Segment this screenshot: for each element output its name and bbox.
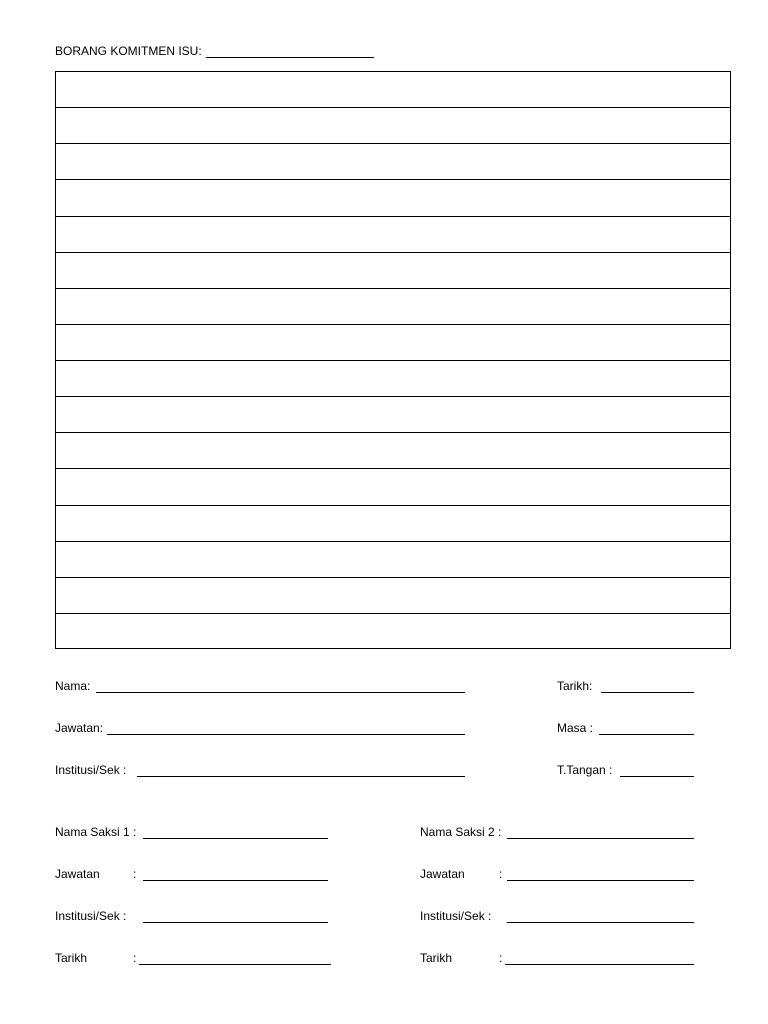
commitment-row[interactable] — [56, 253, 730, 289]
ttangan-label: T.Tangan : — [557, 763, 613, 777]
commitment-row[interactable] — [56, 397, 730, 433]
form-title: BORANG KOMITMEN ISU: — [55, 44, 202, 58]
commitment-row[interactable] — [56, 289, 730, 325]
saksi1-nama-label: Nama Saksi 1 : — [55, 825, 137, 839]
masa-field[interactable] — [599, 734, 694, 735]
tarikh-field[interactable] — [601, 692, 694, 693]
nama-label: Nama: — [55, 679, 91, 693]
saksi2-institusi-label: Institusi/Sek : — [420, 909, 492, 923]
saksi1-institusi-field[interactable] — [143, 922, 328, 923]
institusi-label: Institusi/Sek : — [55, 763, 127, 777]
commitment-row[interactable] — [56, 217, 730, 253]
commitment-row[interactable] — [56, 614, 730, 650]
masa-label: Masa : — [557, 721, 594, 735]
jawatan-label: Jawatan: — [55, 721, 104, 735]
saksi1-jawatan-colon: : — [133, 867, 137, 881]
saksi2-institusi-field[interactable] — [507, 922, 694, 923]
commitment-row[interactable] — [56, 72, 730, 108]
saksi2-nama-label: Nama Saksi 2 : — [420, 825, 502, 839]
saksi2-tarikh-field[interactable] — [505, 964, 694, 965]
commitment-row[interactable] — [56, 108, 730, 144]
commitment-row[interactable] — [56, 144, 730, 180]
institusi-field[interactable] — [137, 776, 465, 777]
saksi1-institusi-label: Institusi/Sek : — [55, 909, 127, 923]
commitment-row[interactable] — [56, 433, 730, 469]
saksi1-jawatan-label: Jawatan — [55, 867, 100, 881]
commitment-row[interactable] — [56, 180, 730, 216]
commitment-row[interactable] — [56, 325, 730, 361]
saksi1-tarikh-label: Tarikh — [55, 951, 88, 965]
saksi1-nama-field[interactable] — [143, 838, 328, 839]
commitment-row[interactable] — [56, 469, 730, 505]
saksi1-tarikh-colon: : — [133, 951, 137, 965]
saksi2-jawatan-field[interactable] — [507, 880, 694, 881]
saksi2-jawatan-label: Jawatan — [420, 867, 465, 881]
saksi2-tarikh-label: Tarikh — [420, 951, 453, 965]
commitment-row[interactable] — [56, 578, 730, 614]
saksi2-jawatan-colon: : — [499, 867, 503, 881]
jawatan-field[interactable] — [107, 734, 465, 735]
commitment-table — [55, 71, 731, 649]
nama-field[interactable] — [96, 692, 465, 693]
ttangan-field[interactable] — [620, 776, 694, 777]
saksi1-jawatan-field[interactable] — [143, 880, 328, 881]
issue-field[interactable] — [206, 57, 374, 58]
saksi2-nama-field[interactable] — [507, 838, 694, 839]
saksi2-tarikh-colon: : — [499, 951, 503, 965]
commitment-row[interactable] — [56, 542, 730, 578]
commitment-row[interactable] — [56, 361, 730, 397]
tarikh-label: Tarikh: — [557, 679, 593, 693]
commitment-row[interactable] — [56, 506, 730, 542]
saksi1-tarikh-field[interactable] — [139, 964, 331, 965]
